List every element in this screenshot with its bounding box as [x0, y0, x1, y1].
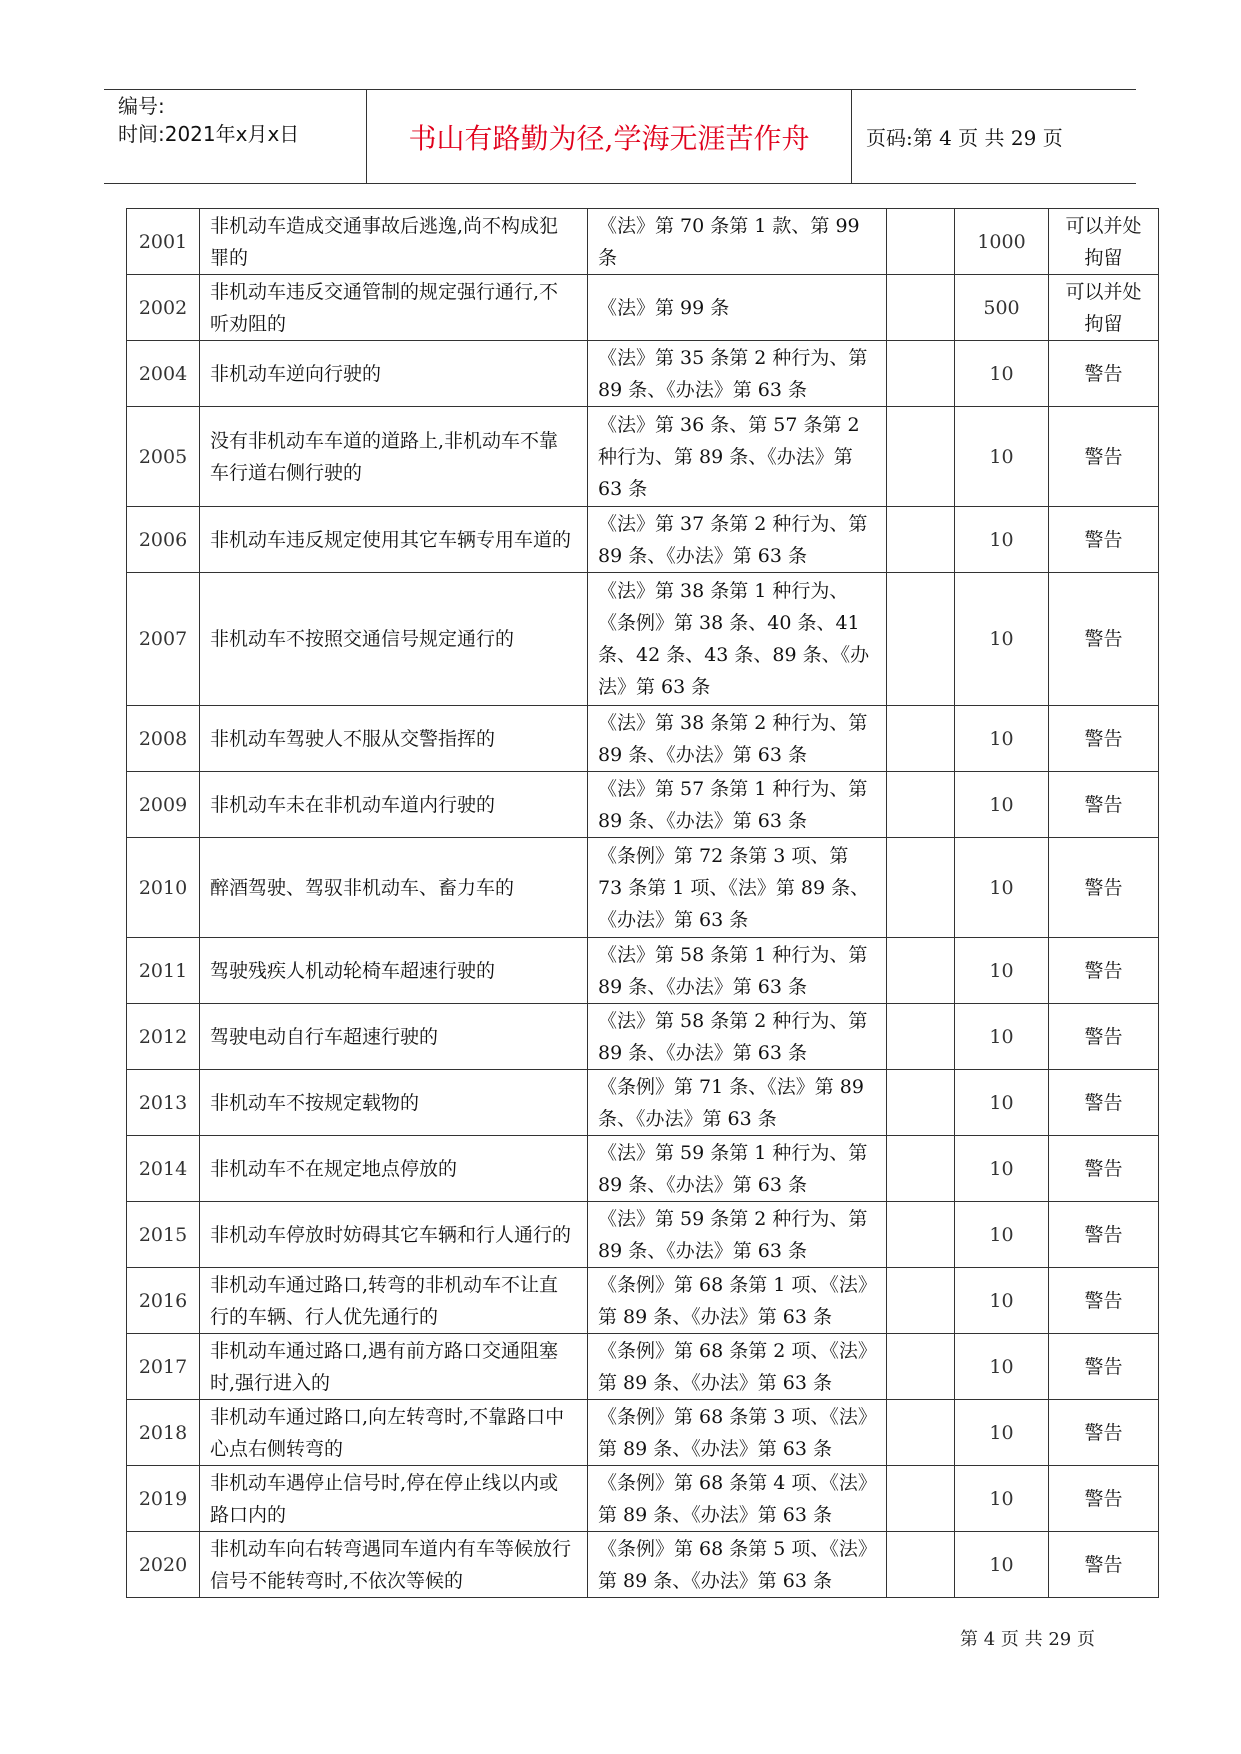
- table-row: [127, 1004, 1159, 1070]
- penalty: 警告: [1049, 507, 1159, 573]
- table-row: [127, 1466, 1159, 1532]
- legal-basis: 《条例》第 68 条第 2 项、《法》第 89 条、《办法》第 63 条: [588, 1334, 887, 1400]
- violation-code: 2001: [127, 209, 200, 275]
- table-row: [127, 706, 1159, 772]
- violation-description: 非机动车逆向行驶的: [200, 341, 588, 407]
- fine-amount: 10: [955, 1136, 1049, 1202]
- violation-description: 非机动车驾驶人不服从交警指挥的: [200, 706, 588, 772]
- fine-amount: 10: [955, 1466, 1049, 1532]
- table-row: [127, 341, 1159, 407]
- violation-code: 2010: [127, 838, 200, 938]
- penalty: 警告: [1049, 706, 1159, 772]
- violation-description: 非机动车停放时妨碍其它车辆和行人通行的: [200, 1202, 588, 1268]
- legal-basis: 《法》第 36 条、第 57 条第 2 种行为、第 89 条、《办法》第 63 条: [588, 407, 887, 507]
- penalty: 警告: [1049, 772, 1159, 838]
- blank-cell: [887, 938, 955, 1004]
- fine-amount: 500: [955, 275, 1049, 341]
- violation-description: 非机动车遇停止信号时,停在停止线以内或路口内的: [200, 1466, 588, 1532]
- fine-amount: 10: [955, 341, 1049, 407]
- penalty: 警告: [1049, 838, 1159, 938]
- legal-basis: 《法》第 38 条第 1 种行为、《条例》第 38 条、40 条、41 条、42 条、43 条、89 条、《办法》第 63 条: [588, 573, 887, 706]
- table-row: [127, 1268, 1159, 1334]
- violation-code: 2012: [127, 1004, 200, 1070]
- violation-code: 2005: [127, 407, 200, 507]
- violation-code: 2008: [127, 706, 200, 772]
- fine-amount: 10: [955, 573, 1049, 706]
- violation-description: 非机动车通过路口,遇有前方路口交通阻塞时,强行进入的: [200, 1334, 588, 1400]
- penalty: 警告: [1049, 1334, 1159, 1400]
- blank-cell: [887, 1004, 955, 1070]
- violation-code: 2004: [127, 341, 200, 407]
- fine-amount: 1000: [955, 209, 1049, 275]
- blank-cell: [887, 209, 955, 275]
- blank-cell: [887, 1400, 955, 1466]
- blank-cell: [887, 407, 955, 507]
- legal-basis: 《条例》第 68 条第 1 项、《法》第 89 条、《办法》第 63 条: [588, 1268, 887, 1334]
- fine-amount: 10: [955, 407, 1049, 507]
- blank-cell: [887, 772, 955, 838]
- legal-basis: 《条例》第 68 条第 3 项、《法》第 89 条、《办法》第 63 条: [588, 1400, 887, 1466]
- violation-code: 2020: [127, 1532, 200, 1598]
- blank-cell: [887, 1202, 955, 1268]
- fine-amount: 10: [955, 1202, 1049, 1268]
- penalty: 警告: [1049, 1466, 1159, 1532]
- legal-basis: 《条例》第 68 条第 5 项、《法》第 89 条、《办法》第 63 条: [588, 1532, 887, 1598]
- fine-amount: 10: [955, 507, 1049, 573]
- penalty: 警告: [1049, 1532, 1159, 1598]
- violation-description: 没有非机动车车道的道路上,非机动车不靠车行道右侧行驶的: [200, 407, 588, 507]
- penalty: 可以并处拘留: [1049, 209, 1159, 275]
- violation-description: 非机动车通过路口,转弯的非机动车不让直行的车辆、行人优先通行的: [200, 1268, 588, 1334]
- legal-basis: 《法》第 99 条: [588, 275, 887, 341]
- blank-cell: [887, 706, 955, 772]
- legal-basis: 《法》第 37 条第 2 种行为、第 89 条、《办法》第 63 条: [588, 507, 887, 573]
- table-row: [127, 407, 1159, 507]
- violation-code: 2019: [127, 1466, 200, 1532]
- violation-description: 醉酒驾驶、驾驭非机动车、畜力车的: [200, 838, 588, 938]
- blank-cell: [887, 1466, 955, 1532]
- penalty: 警告: [1049, 1400, 1159, 1466]
- time-label: 时间:2021年x月x日: [118, 122, 300, 146]
- header-meta: [118, 92, 299, 148]
- violation-description: 非机动车通过路口,向左转弯时,不靠路口中心点右侧转弯的: [200, 1400, 588, 1466]
- penalty: 警告: [1049, 1136, 1159, 1202]
- legal-basis: 《法》第 58 条第 1 种行为、第 89 条、《办法》第 63 条: [588, 938, 887, 1004]
- violation-description: 非机动车不按照交通信号规定通行的: [200, 573, 588, 706]
- violation-code: 2017: [127, 1334, 200, 1400]
- header-title: 书山有路勤为径,学海无涯苦作舟: [408, 121, 810, 155]
- legal-basis: 《法》第 35 条第 2 种行为、第 89 条、《办法》第 63 条: [588, 341, 887, 407]
- legal-basis: 《条例》第 72 条第 3 项、第 73 条第 1 项、《法》第 89 条、《办法》第 63 条: [588, 838, 887, 938]
- table-row: [127, 838, 1159, 938]
- table-row: [127, 209, 1159, 275]
- violation-description: 非机动车造成交通事故后逃逸,尚不构成犯罪的: [200, 209, 588, 275]
- violation-code: 2013: [127, 1070, 200, 1136]
- violation-code: 2018: [127, 1400, 200, 1466]
- header-page-info: 页码:第 4 页 共 29 页: [866, 126, 1063, 150]
- penalty: 警告: [1049, 938, 1159, 1004]
- legal-basis: 《法》第 59 条第 2 种行为、第 89 条、《办法》第 63 条: [588, 1202, 887, 1268]
- blank-cell: [887, 1532, 955, 1598]
- table-body: [127, 209, 1159, 1598]
- page-footer: 第 4 页 共 29 页: [960, 1629, 1095, 1650]
- legal-basis: 《法》第 59 条第 1 种行为、第 89 条、《办法》第 63 条: [588, 1136, 887, 1202]
- violation-code: 2006: [127, 507, 200, 573]
- penalty: 警告: [1049, 573, 1159, 706]
- penalty: 警告: [1049, 1268, 1159, 1334]
- fine-amount: 10: [955, 1268, 1049, 1334]
- table-row: [127, 1532, 1159, 1598]
- penalty: 警告: [1049, 407, 1159, 507]
- violation-table: [126, 208, 1159, 1598]
- table-row: [127, 507, 1159, 573]
- blank-cell: [887, 573, 955, 706]
- blank-cell: [887, 1268, 955, 1334]
- penalty: 警告: [1049, 1202, 1159, 1268]
- violation-description: 非机动车向右转弯遇同车道内有车等候放行信号不能转弯时,不依次等候的: [200, 1532, 588, 1598]
- fine-amount: 10: [955, 938, 1049, 1004]
- table-row: [127, 1070, 1159, 1136]
- violation-code: 2011: [127, 938, 200, 1004]
- blank-cell: [887, 507, 955, 573]
- penalty: 警告: [1049, 1004, 1159, 1070]
- table-row: [127, 938, 1159, 1004]
- violation-description: 驾驶电动自行车超速行驶的: [200, 1004, 588, 1070]
- number-label: 编号:: [118, 94, 165, 118]
- blank-cell: [887, 1136, 955, 1202]
- blank-cell: [887, 838, 955, 938]
- penalty: 警告: [1049, 1070, 1159, 1136]
- violation-code: 2007: [127, 573, 200, 706]
- table-row: [127, 1400, 1159, 1466]
- legal-basis: 《法》第 38 条第 2 种行为、第 89 条、《办法》第 63 条: [588, 706, 887, 772]
- fine-amount: 10: [955, 838, 1049, 938]
- blank-cell: [887, 275, 955, 341]
- legal-basis: 《条例》第 68 条第 4 项、《法》第 89 条、《办法》第 63 条: [588, 1466, 887, 1532]
- blank-cell: [887, 1334, 955, 1400]
- blank-cell: [887, 1070, 955, 1136]
- legal-basis: 《法》第 57 条第 1 种行为、第 89 条、《办法》第 63 条: [588, 772, 887, 838]
- table-row: [127, 275, 1159, 341]
- violation-code: 2009: [127, 772, 200, 838]
- violation-description: 非机动车不在规定地点停放的: [200, 1136, 588, 1202]
- blank-cell: [887, 341, 955, 407]
- violation-description: 非机动车违反交通管制的规定强行通行,不听劝阻的: [200, 275, 588, 341]
- violation-code: 2002: [127, 275, 200, 341]
- legal-basis: 《条例》第 71 条、《法》第 89 条、《办法》第 63 条: [588, 1070, 887, 1136]
- fine-amount: 10: [955, 1532, 1049, 1598]
- fine-amount: 10: [955, 706, 1049, 772]
- legal-basis: 《法》第 70 条第 1 款、第 99 条: [588, 209, 887, 275]
- fine-amount: 10: [955, 1070, 1049, 1136]
- violation-description: 非机动车未在非机动车道内行驶的: [200, 772, 588, 838]
- violation-description: 非机动车不按规定载物的: [200, 1070, 588, 1136]
- table-row: [127, 573, 1159, 706]
- table-row: [127, 1136, 1159, 1202]
- penalty: 可以并处拘留: [1049, 275, 1159, 341]
- violation-code: 2016: [127, 1268, 200, 1334]
- penalty: 警告: [1049, 341, 1159, 407]
- violation-code: 2014: [127, 1136, 200, 1202]
- violation-code: 2015: [127, 1202, 200, 1268]
- fine-amount: 10: [955, 772, 1049, 838]
- table-row: [127, 1202, 1159, 1268]
- table-row: [127, 772, 1159, 838]
- violation-description: 驾驶残疾人机动轮椅车超速行驶的: [200, 938, 588, 1004]
- fine-amount: 10: [955, 1334, 1049, 1400]
- legal-basis: 《法》第 58 条第 2 种行为、第 89 条、《办法》第 63 条: [588, 1004, 887, 1070]
- fine-amount: 10: [955, 1400, 1049, 1466]
- fine-amount: 10: [955, 1004, 1049, 1070]
- table-row: [127, 1334, 1159, 1400]
- violation-description: 非机动车违反规定使用其它车辆专用车道的: [200, 507, 588, 573]
- document-header: [104, 89, 1136, 184]
